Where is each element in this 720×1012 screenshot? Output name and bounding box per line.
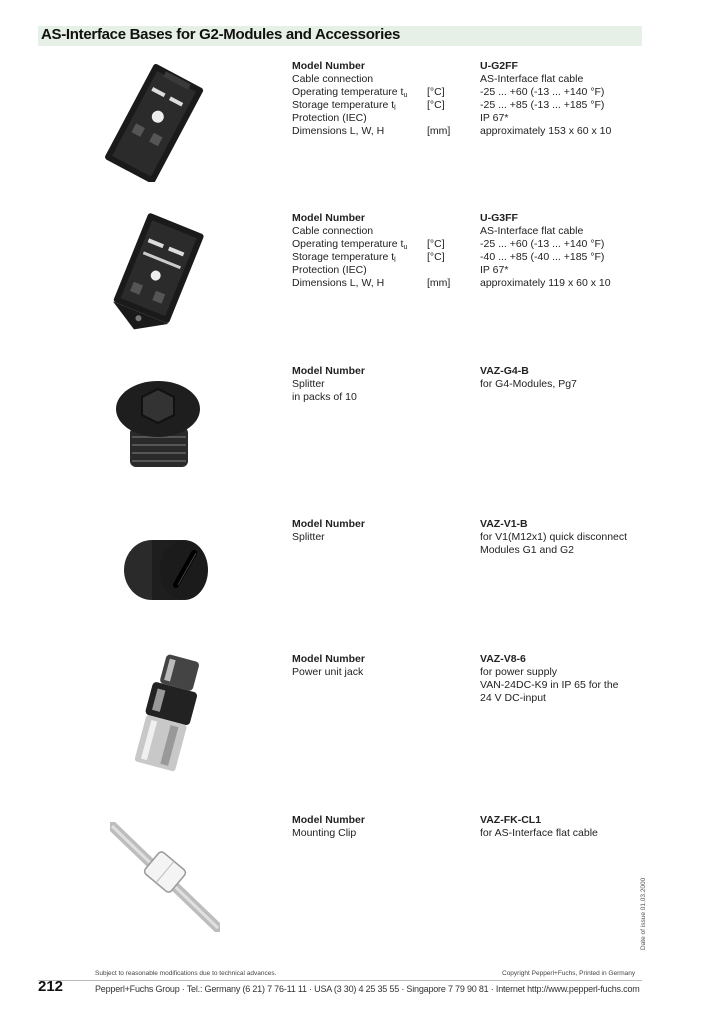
vaz-fk-cl1-clip-photo	[110, 822, 220, 932]
spec-label: Dimensions L, W, H	[292, 125, 385, 137]
vaz-g4-b-plug-photo	[110, 375, 205, 475]
model-number-label: Model Number	[292, 814, 365, 826]
issue-date-note: Date of issue 01.03.2000	[640, 877, 647, 950]
spec-value: approximately 153 x 60 x 10	[480, 125, 612, 137]
spec-value: -25 ... +60 (-13 ... +140 °F)	[480, 86, 605, 98]
footer-divider	[38, 980, 642, 981]
spec-value: for V1(M12x1) quick disconnect	[480, 531, 628, 543]
spec-value: VAN-24DC-K9 in IP 65 for the	[480, 679, 619, 691]
spec-label: Protection (IEC)	[292, 264, 367, 276]
model-number: VAZ-V8-6	[480, 653, 526, 665]
spec-unit: [mm]	[427, 125, 451, 137]
spec-unit: [°C]	[427, 238, 445, 250]
spec-value: AS-Interface flat cable	[480, 73, 584, 85]
spec-unit: [°C]	[427, 251, 445, 263]
u-g2ff-spec	[292, 60, 642, 138]
spec-label: Splitter	[292, 531, 325, 543]
spec-label: Splitter	[292, 378, 325, 390]
model-number: VAZ-G4-B	[480, 365, 529, 377]
spec-label: Storage temperature $t_l$	[292, 99, 396, 112]
spec-label: Operating temperature $t_u$	[292, 86, 408, 99]
page-title: AS-Interface Bases for G2-Modules and Accessories	[41, 26, 401, 43]
spec-unit: [mm]	[427, 277, 451, 289]
model-number-label: Model Number	[292, 518, 365, 530]
spec-label: Power unit jack	[292, 666, 364, 678]
vaz-v8-6-spec	[292, 653, 642, 705]
u-g3ff-spec	[292, 212, 642, 290]
spec-value: for G4-Modules, Pg7	[480, 378, 577, 390]
spec-value: AS-Interface flat cable	[480, 225, 584, 237]
spec-value: 24 V DC-input	[480, 692, 546, 704]
spec-value: IP 67*	[480, 264, 509, 276]
vaz-g4-b-spec	[292, 365, 642, 404]
model-number: U-G2FF	[480, 60, 518, 72]
spec-label: Cable connection	[292, 225, 374, 237]
model-number-label: Model Number	[292, 365, 365, 377]
model-number: VAZ-FK-CL1	[480, 814, 542, 826]
page-title-bar	[38, 26, 642, 46]
footer-disclaimer: Subject to reasonable modifications due to technical advances.	[95, 970, 277, 977]
footer-copyright: Copyright Pepperl+Fuchs, Printed in Germany	[502, 970, 636, 977]
vaz-v1-b-plug-photo	[112, 525, 222, 615]
spec-unit: [°C]	[427, 99, 445, 111]
footer-contact: Pepperl+Fuchs Group · Tel.: Germany (6 21) 7 76-11 11 · USA (3 30) 4 25 35 55 · Singapore 7 79 90 81 · Internet http://www.pepperl-fuchs.com	[95, 984, 640, 994]
u-g3ff-base-photo	[92, 210, 222, 340]
spec-value: for power supply	[480, 666, 558, 678]
spec-value: IP 67*	[480, 112, 509, 124]
model-number: VAZ-V1-B	[480, 518, 528, 530]
vaz-v1-b-spec	[292, 518, 642, 557]
spec-label: in packs of 10	[292, 391, 357, 403]
vaz-v8-6-jack-photo	[118, 652, 218, 772]
spec-value: Modules G1 and G2	[480, 544, 574, 556]
spec-value: -25 ... +85 (-13 ... +185 °F)	[480, 99, 605, 111]
spec-value: -25 ... +60 (-13 ... +140 °F)	[480, 238, 605, 250]
spec-label: Cable connection	[292, 73, 374, 85]
spec-value: for AS-Interface flat cable	[480, 827, 598, 839]
spec-value: approximately 119 x 60 x 10	[480, 277, 611, 289]
spec-label: Dimensions L, W, H	[292, 277, 385, 289]
model-number-label: Model Number	[292, 212, 365, 224]
model-number-label: Model Number	[292, 60, 365, 72]
spec-label: Storage temperature $t_l$	[292, 251, 396, 264]
spec-label: Mounting Clip	[292, 827, 357, 839]
model-number: U-G3FF	[480, 212, 518, 224]
spec-value: -40 ... +85 (-40 ... +185 °F)	[480, 251, 605, 263]
page-number: 212	[38, 978, 64, 995]
spec-unit: [°C]	[427, 86, 445, 98]
spec-label: Operating temperature $t_u$	[292, 238, 408, 251]
spec-label: Protection (IEC)	[292, 112, 367, 124]
vaz-fk-cl1-spec	[292, 814, 642, 840]
model-number-label: Model Number	[292, 653, 365, 665]
u-g2ff-base-photo	[95, 62, 215, 182]
